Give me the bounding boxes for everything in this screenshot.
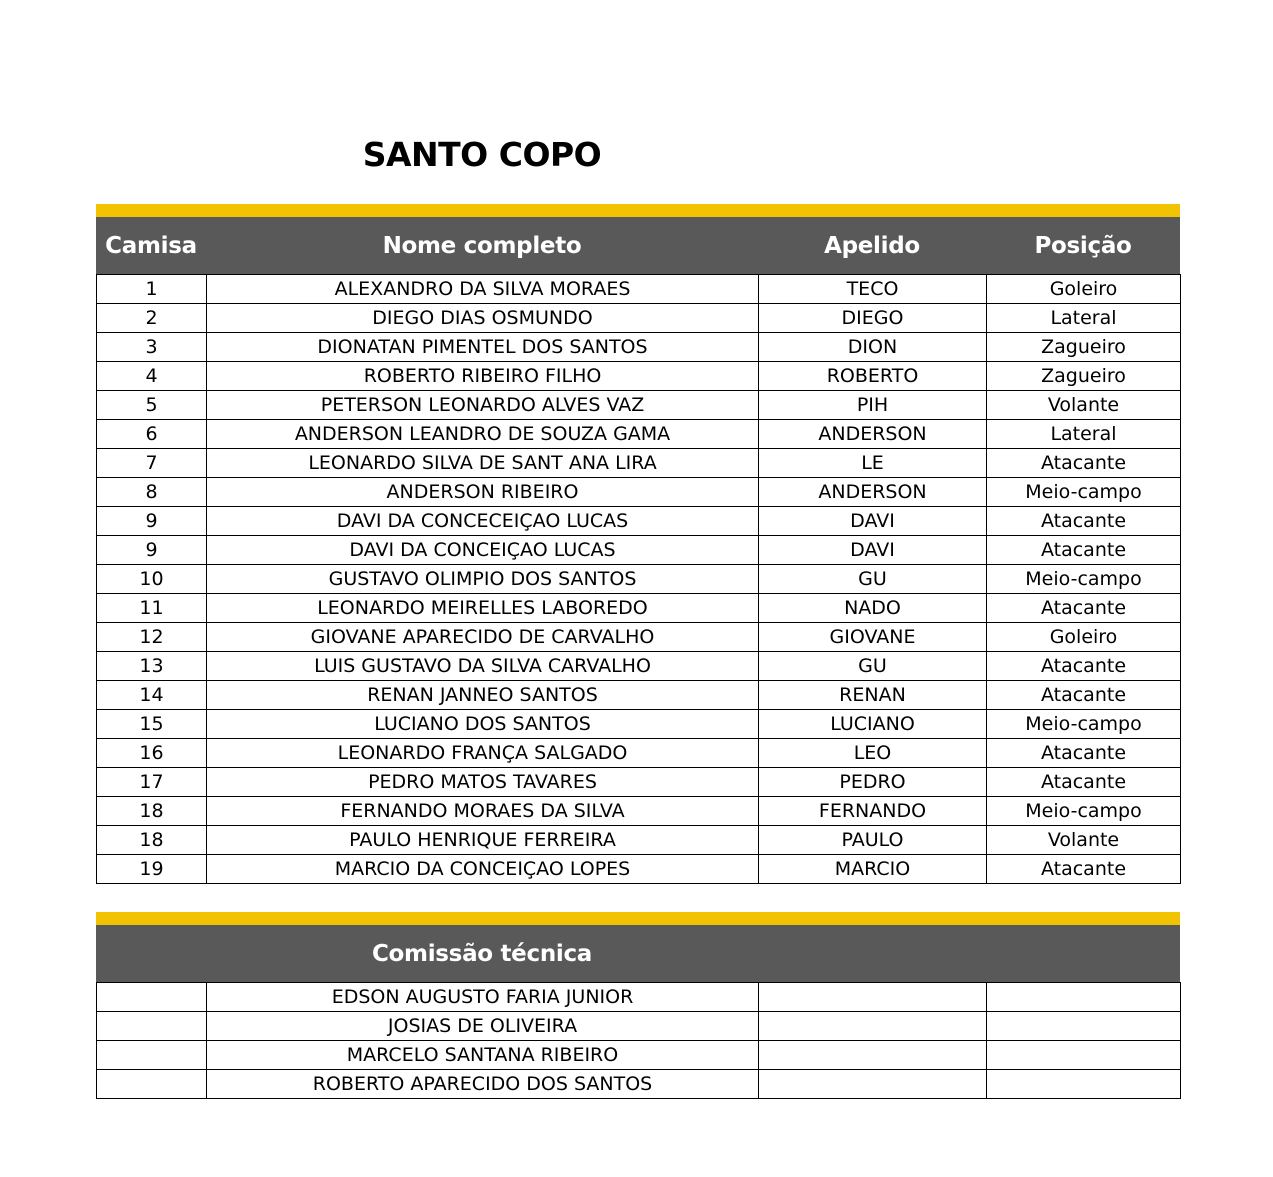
- cell-apelido: [759, 1070, 987, 1099]
- cell-nome: EDSON AUGUSTO FARIA JUNIOR: [207, 983, 759, 1012]
- cell-apelido: [759, 1041, 987, 1070]
- player-row: [97, 391, 1181, 420]
- cell-apelido: ANDERSON: [759, 420, 987, 449]
- player-row: [97, 449, 1181, 478]
- player-row: [97, 275, 1181, 304]
- cell-nome: ANDERSON RIBEIRO: [207, 478, 759, 507]
- cell-apelido: ANDERSON: [759, 478, 987, 507]
- player-row: [97, 362, 1181, 391]
- player-row: [97, 710, 1181, 739]
- cell-camisa: 9: [97, 507, 207, 536]
- cell-apelido: DIEGO: [759, 304, 987, 333]
- cell-posicao: Meio-campo: [987, 797, 1181, 826]
- cell-nome: LEONARDO MEIRELLES LABOREDO: [207, 594, 759, 623]
- player-row: [97, 681, 1181, 710]
- cell-camisa: 15: [97, 710, 207, 739]
- cell-posicao: Volante: [987, 391, 1181, 420]
- player-row: [97, 536, 1181, 565]
- cell-posicao: Atacante: [987, 594, 1181, 623]
- cell-apelido: LUCIANO: [759, 710, 987, 739]
- cell-camisa: [97, 1070, 207, 1099]
- cell-camisa: 10: [97, 565, 207, 594]
- cell-nome: GIOVANE APARECIDO DE CARVALHO: [207, 623, 759, 652]
- player-row: [97, 652, 1181, 681]
- cell-apelido: FERNANDO: [759, 797, 987, 826]
- player-row: [97, 768, 1181, 797]
- cell-nome: DIEGO DIAS OSMUNDO: [207, 304, 759, 333]
- player-row: [97, 797, 1181, 826]
- cell-nome: MARCIO DA CONCEIÇAO LOPES: [207, 855, 759, 884]
- cell-camisa: 11: [97, 594, 207, 623]
- cell-posicao: Lateral: [987, 304, 1181, 333]
- staff-accent-bar: [96, 912, 1180, 925]
- cell-nome: MARCELO SANTANA RIBEIRO: [207, 1041, 759, 1070]
- cell-nome: ANDERSON LEANDRO DE SOUZA GAMA: [207, 420, 759, 449]
- cell-apelido: PIH: [759, 391, 987, 420]
- cell-posicao: Lateral: [987, 420, 1181, 449]
- player-row: [97, 855, 1181, 884]
- cell-apelido: GU: [759, 652, 987, 681]
- cell-apelido: PEDRO: [759, 768, 987, 797]
- cell-posicao: Meio-campo: [987, 565, 1181, 594]
- header-nome: Nome completo: [382, 232, 582, 259]
- cell-posicao: Zagueiro: [987, 333, 1181, 362]
- player-row: [97, 507, 1181, 536]
- cell-nome: PETERSON LEONARDO ALVES VAZ: [207, 391, 759, 420]
- cell-posicao: Atacante: [987, 536, 1181, 565]
- cell-nome: LEONARDO SILVA DE SANT ANA LIRA: [207, 449, 759, 478]
- cell-camisa: 8: [97, 478, 207, 507]
- cell-posicao: Atacante: [987, 449, 1181, 478]
- player-row: [97, 623, 1181, 652]
- cell-camisa: 9: [97, 536, 207, 565]
- cell-camisa: [97, 1041, 207, 1070]
- cell-camisa: 1: [97, 275, 207, 304]
- player-row: [97, 594, 1181, 623]
- cell-apelido: GIOVANE: [759, 623, 987, 652]
- cell-camisa: 13: [97, 652, 207, 681]
- cell-apelido: ROBERTO: [759, 362, 987, 391]
- player-row: [97, 565, 1181, 594]
- cell-nome: ALEXANDRO DA SILVA MORAES: [207, 275, 759, 304]
- staff-row: [97, 1012, 1181, 1041]
- cell-posicao: Zagueiro: [987, 362, 1181, 391]
- cell-posicao: [987, 1012, 1181, 1041]
- cell-camisa: [97, 1012, 207, 1041]
- cell-nome: PAULO HENRIQUE FERREIRA: [207, 826, 759, 855]
- cell-apelido: DION: [759, 333, 987, 362]
- cell-apelido: [759, 1012, 987, 1041]
- cell-nome: DAVI DA CONCECEIÇAO LUCAS: [207, 507, 759, 536]
- cell-posicao: Goleiro: [987, 623, 1181, 652]
- players-header: [96, 217, 1180, 274]
- cell-nome: LEONARDO FRANÇA SALGADO: [207, 739, 759, 768]
- cell-camisa: 18: [97, 826, 207, 855]
- player-row: [97, 739, 1181, 768]
- cell-camisa: 14: [97, 681, 207, 710]
- page-title: SANTO COPO: [362, 135, 602, 174]
- staff-row: [97, 1041, 1181, 1070]
- cell-nome: GUSTAVO OLIMPIO DOS SANTOS: [207, 565, 759, 594]
- cell-posicao: Atacante: [987, 855, 1181, 884]
- cell-apelido: MARCIO: [759, 855, 987, 884]
- cell-posicao: [987, 983, 1181, 1012]
- staff-row: [97, 1070, 1181, 1099]
- cell-camisa: 16: [97, 739, 207, 768]
- cell-camisa: 18: [97, 797, 207, 826]
- cell-nome: JOSIAS DE OLIVEIRA: [207, 1012, 759, 1041]
- cell-posicao: [987, 1041, 1181, 1070]
- cell-camisa: [97, 983, 207, 1012]
- cell-posicao: Atacante: [987, 739, 1181, 768]
- cell-posicao: Meio-campo: [987, 710, 1181, 739]
- cell-apelido: RENAN: [759, 681, 987, 710]
- cell-camisa: 5: [97, 391, 207, 420]
- staff-row: [97, 983, 1181, 1012]
- header-apelido: Apelido: [824, 232, 920, 259]
- cell-nome: LUCIANO DOS SANTOS: [207, 710, 759, 739]
- cell-apelido: LEO: [759, 739, 987, 768]
- cell-apelido: LE: [759, 449, 987, 478]
- cell-nome: ROBERTO RIBEIRO FILHO: [207, 362, 759, 391]
- cell-camisa: 12: [97, 623, 207, 652]
- cell-camisa: 17: [97, 768, 207, 797]
- cell-nome: ROBERTO APARECIDO DOS SANTOS: [207, 1070, 759, 1099]
- cell-camisa: 19: [97, 855, 207, 884]
- staff-table: [96, 982, 1181, 1099]
- cell-nome: RENAN JANNEO SANTOS: [207, 681, 759, 710]
- player-row: [97, 826, 1181, 855]
- cell-apelido: DAVI: [759, 536, 987, 565]
- cell-apelido: GU: [759, 565, 987, 594]
- cell-posicao: Atacante: [987, 681, 1181, 710]
- staff-header: [96, 925, 1180, 982]
- header-comissao: Comissão técnica: [371, 940, 593, 967]
- cell-camisa: 7: [97, 449, 207, 478]
- cell-posicao: [987, 1070, 1181, 1099]
- cell-apelido: [759, 983, 987, 1012]
- cell-apelido: DAVI: [759, 507, 987, 536]
- cell-nome: LUIS GUSTAVO DA SILVA CARVALHO: [207, 652, 759, 681]
- cell-posicao: Goleiro: [987, 275, 1181, 304]
- player-row: [97, 478, 1181, 507]
- cell-apelido: PAULO: [759, 826, 987, 855]
- cell-posicao: Atacante: [987, 652, 1181, 681]
- cell-nome: PEDRO MATOS TAVARES: [207, 768, 759, 797]
- cell-posicao: Atacante: [987, 507, 1181, 536]
- cell-nome: DIONATAN PIMENTEL DOS SANTOS: [207, 333, 759, 362]
- player-row: [97, 420, 1181, 449]
- cell-camisa: 3: [97, 333, 207, 362]
- cell-apelido: NADO: [759, 594, 987, 623]
- cell-posicao: Atacante: [987, 768, 1181, 797]
- cell-apelido: TECO: [759, 275, 987, 304]
- cell-posicao: Meio-campo: [987, 478, 1181, 507]
- header-camisa: Camisa: [105, 232, 197, 259]
- cell-nome: DAVI DA CONCEIÇAO LUCAS: [207, 536, 759, 565]
- player-row: [97, 304, 1181, 333]
- cell-posicao: Volante: [987, 826, 1181, 855]
- cell-nome: FERNANDO MORAES DA SILVA: [207, 797, 759, 826]
- player-row: [97, 333, 1181, 362]
- cell-camisa: 4: [97, 362, 207, 391]
- players-accent-bar: [96, 204, 1180, 217]
- cell-camisa: 6: [97, 420, 207, 449]
- cell-camisa: 2: [97, 304, 207, 333]
- header-posicao: Posição: [1034, 232, 1132, 259]
- players-table: [96, 274, 1181, 884]
